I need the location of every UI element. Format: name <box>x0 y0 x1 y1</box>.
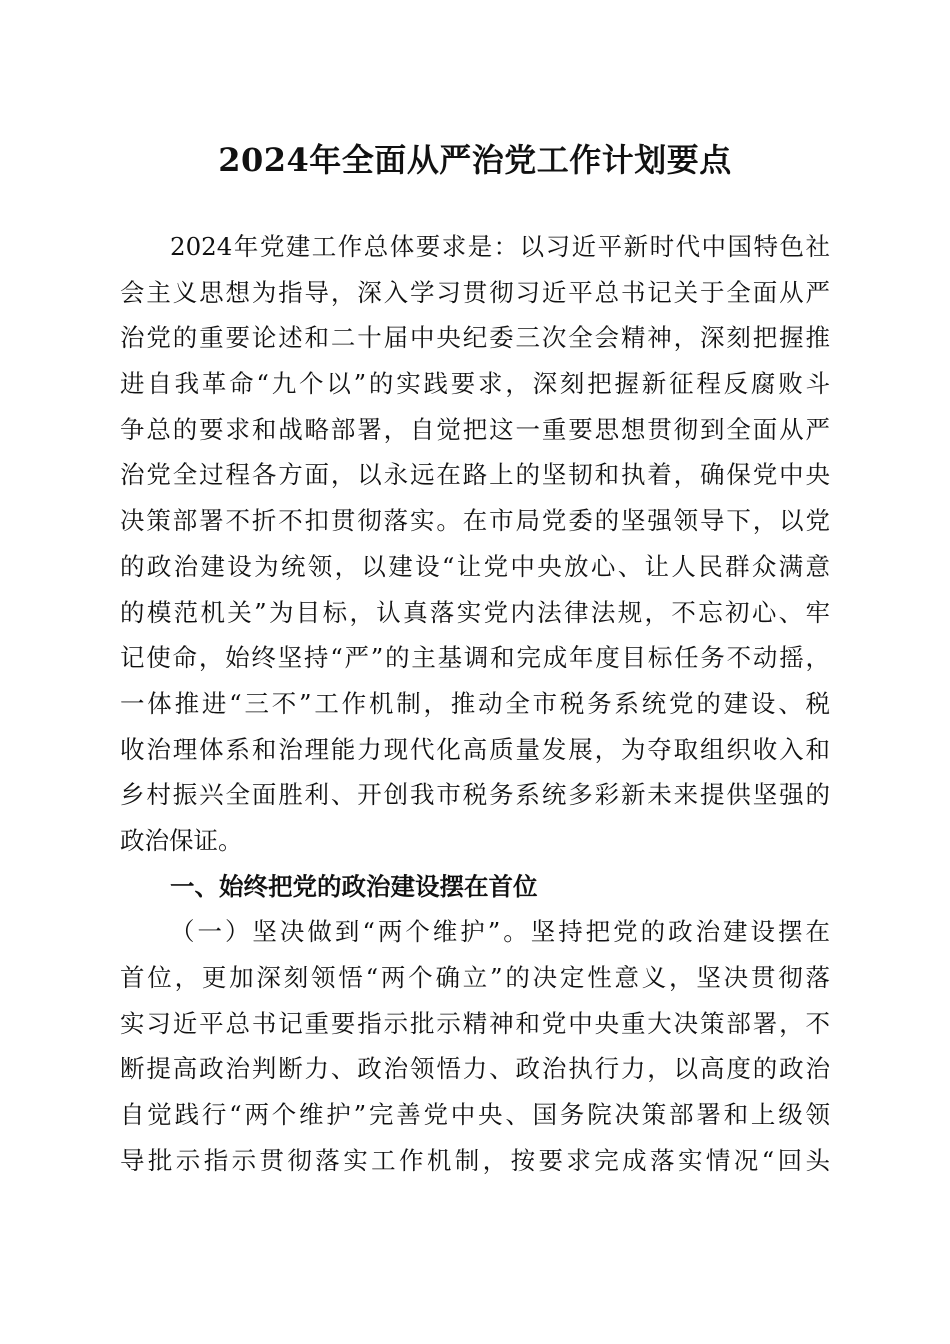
paragraph-line: 收治理体系和治理能力现代化高质量发展，为夺取组织收入和 <box>120 734 830 764</box>
paragraph-line: （一）坚决做到“两个维护”。坚持把党的政治建设摆在 <box>170 917 830 947</box>
paragraph-line: 首位，更加深刻领悟“两个确立”的决定性意义，坚决贯彻落 <box>120 963 830 992</box>
paragraph-line: 一体推进“三不”工作机制，推动全市税务系统党的建设、税 <box>120 688 830 718</box>
paragraph-line: 2024年党建工作总体要求是：以习近平新时代中国特色社 <box>170 232 830 261</box>
intro-paragraph <box>120 224 830 1183</box>
paragraph-line: 的政治建设为统领，以建设“让党中央放心、让人民群众满意 <box>120 551 830 581</box>
paragraph-line: 实习近平总书记重要指示批示精神和党中央重大决策部署，不 <box>120 1008 830 1038</box>
paragraph-line: 治党的重要论述和二十届中央纪委三次全会精神，深刻把握推 <box>120 323 830 353</box>
paragraph-line: 会主义思想为指导，深入学习贯彻习近平总书记关于全面从严 <box>120 277 830 307</box>
paragraph-line: 乡村振兴全面胜利、开创我市税务系统多彩新未来提供坚强的 <box>120 780 830 810</box>
paragraph-line: 断提高政治判断力、政治领悟力、政治执行力，以高度的政治 <box>120 1054 830 1084</box>
paragraph-line: 进自我革命“九个以”的实践要求，深刻把握新征程反腐败斗 <box>120 369 830 399</box>
paragraph-line: 导批示指示贯彻落实工作机制，按要求完成落实情况“回头 <box>120 1145 830 1175</box>
paragraph-line: 政治保证。 <box>120 825 243 855</box>
paragraph-line: 的模范机关”为目标，认真落实党内法律法规，不忘初心、牢 <box>120 597 830 627</box>
document-title: 2024年全面从严治党工作计划要点 <box>218 141 732 179</box>
paragraph-line: 治党全过程各方面，以永远在路上的坚韧和执着，确保党中央 <box>120 460 830 490</box>
paragraph-line: 决策部署不折不扣贯彻落实。在市局党委的坚强领导下，以党 <box>120 506 830 536</box>
section-heading: 一、始终把党的政治建设摆在首位 <box>170 871 538 901</box>
paragraph-line: 记使命，始终坚持“严”的主基调和完成年度目标任务不动摇， <box>120 643 830 673</box>
paragraph-line: 自觉践行“两个维护”完善党中央、国务院决策部署和上级领 <box>120 1100 830 1130</box>
paragraph-line: 争总的要求和战略部署，自觉把这一重要思想贯彻到全面从严 <box>120 414 830 444</box>
